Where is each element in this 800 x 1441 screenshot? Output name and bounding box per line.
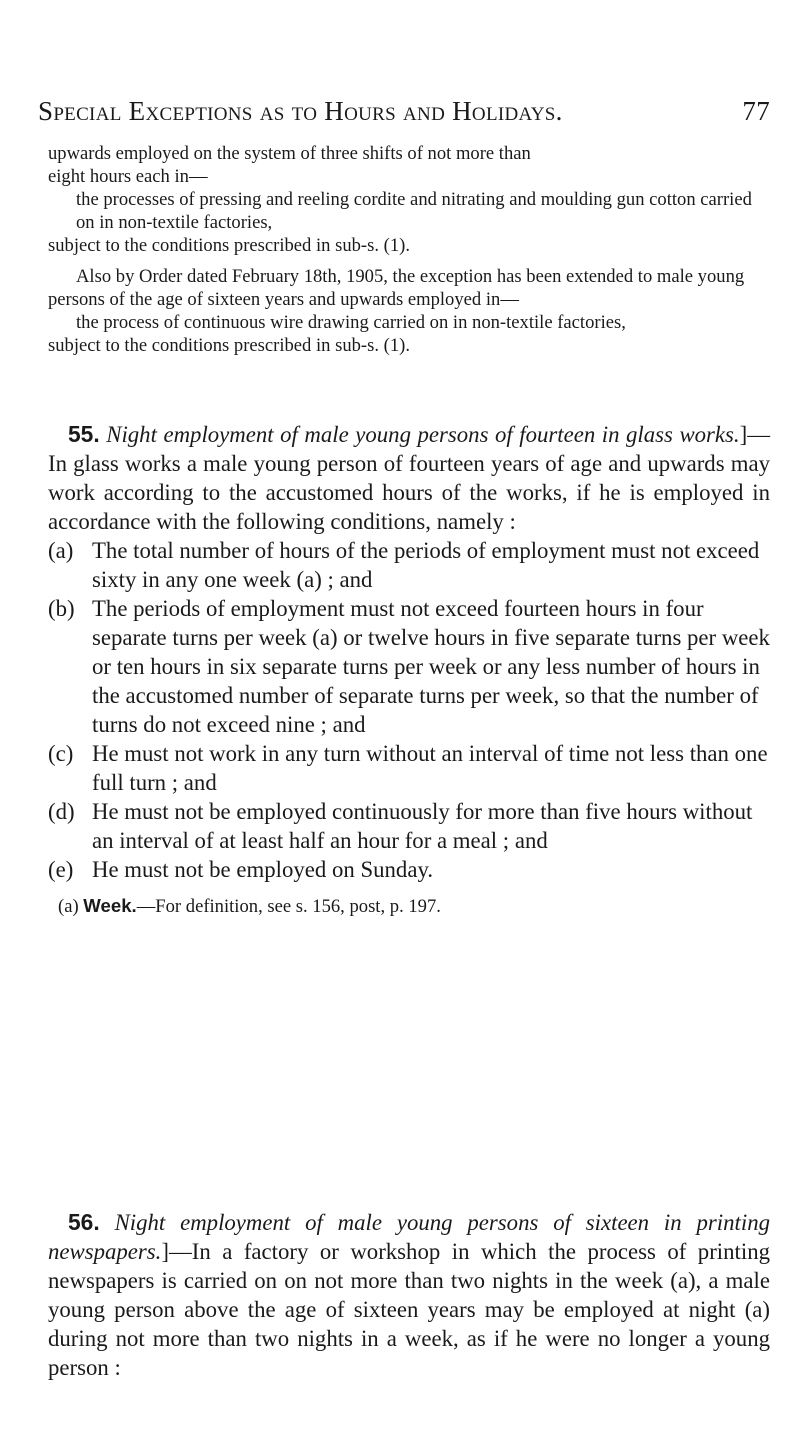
section-body: ]—In glass works a male young person of fourteen years of age and upwards may work according to the accustomed hours of the works, if he is employed in accordance with the following conditions, namely : [48, 422, 771, 534]
page-number: 77 [742, 96, 770, 126]
footnote [48, 894, 770, 918]
item-label: (d) [48, 799, 75, 824]
list-item [48, 739, 770, 797]
list-item [48, 536, 770, 594]
text-paragraph: Also by Order dated February 18th, 1905, the exception has been extended to male young persons of the age of sixteen years and upwards employed in— [48, 266, 745, 310]
section-number: 56. [68, 1209, 100, 1235]
item-label: (b) [48, 596, 75, 621]
item-text: The periods of employment must not exceed fourteen hours in four separate turns per week (a) or twelve hours in five separate turns per week or ten hours in six separate turns per week or any less number of hours in the accustomed number of separate turns per week, so that the number of turns do not exceed nine ; and [92, 596, 770, 737]
paragraph-shift-system [48, 142, 770, 257]
item-label: (e) [48, 857, 74, 882]
section-heading: Night employment of male young persons of sixteen in printing newspapers. [48, 1210, 770, 1264]
running-header [38, 96, 770, 127]
section-55 [48, 420, 770, 918]
section-number: 55. [68, 421, 100, 447]
text-line: upwards employed on the system of three shifts of not more than [48, 143, 531, 164]
item-text: The total number of hours of the periods of employment must not exceed sixty in any one week (a) ; and [92, 538, 760, 592]
list-item [48, 797, 770, 855]
indented-text: the processes of pressing and reeling cordite and nitrating and moulding gun cotton carried on in non-textile factories, [76, 189, 752, 233]
indented-text: the process of continuous wire drawing carried on in non-textile factories, [76, 312, 626, 333]
footnote-text: —For definition, see s. 156, post, p. 197. [136, 896, 441, 917]
item-text: He must not be employed on Sunday. [92, 857, 434, 882]
section-paragraph [48, 1208, 770, 1382]
section-heading: Night employment of male young persons of fourteen in glass works. [106, 422, 740, 447]
list-item [48, 855, 770, 884]
item-text: He must not be employed continuously for more than five hours without an interval of at least half an hour for a meal ; and [92, 799, 753, 853]
section-56 [48, 1208, 770, 1382]
item-label: (a) [48, 538, 74, 563]
item-label: (c) [48, 741, 74, 766]
text-line: subject to the conditions prescribed in sub-s. (1). [48, 335, 410, 356]
footnote-label: (a) [58, 896, 79, 917]
list-item [48, 594, 770, 739]
section-paragraph [48, 420, 770, 536]
text-line: eight hours each in— [48, 166, 208, 187]
footnote-term: Week. [83, 895, 137, 916]
paragraph-order-1905 [48, 265, 770, 357]
text-line: subject to the conditions prescribed in sub-s. (1). [48, 235, 410, 256]
conditions-list [48, 536, 770, 884]
section-body: ]—In a factory or workshop in which the process of printing newspapers is carried on on not more than two nights in the week (a), a male young person above the age of sixteen years may be employed at night (a) during not more than two nights in a week, as if he were no longer a young person : [48, 1239, 770, 1380]
item-text: He must not work in any turn without an interval of time not less than one full turn ; and [92, 741, 768, 795]
running-title: Special Exceptions as to Hours and Holidays. [38, 96, 563, 126]
